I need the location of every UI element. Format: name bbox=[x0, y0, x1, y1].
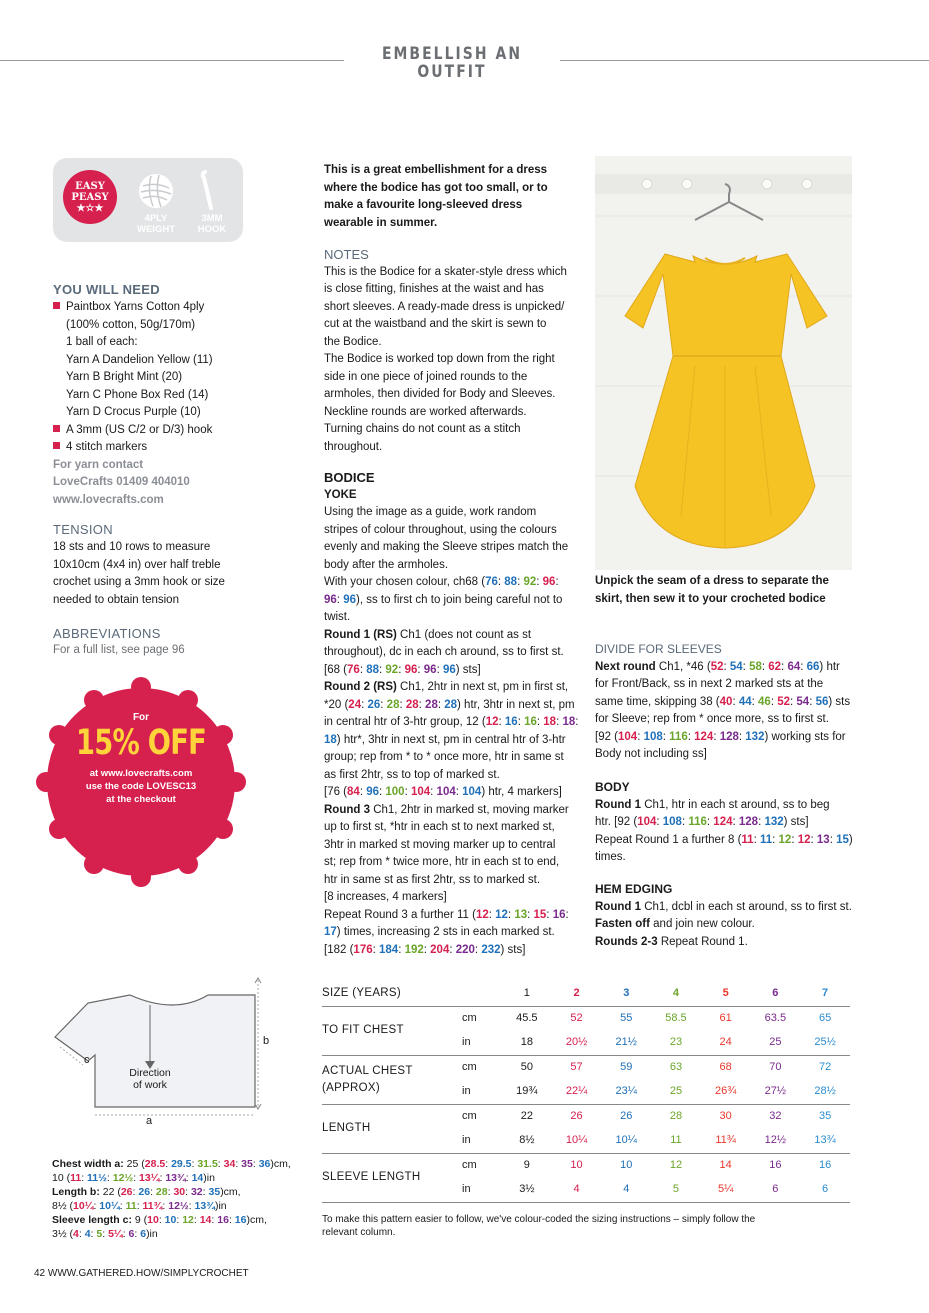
notes-section: NOTES This is the Bodice for a skater-style dress which is close fitting, finishes at the waist and has short sleeves. A ready-made dress is unpicked/ cut at the waistband and the skirt is sewn to the Bodice. The Bodice is worked top down from the right side in one piece of joined rounds to the armholes, then divided for Body and Sleeves. Neckline rounds are worked afterwards. Turning chains do not count as a stitch throughout. bbox=[324, 246, 586, 456]
easy-peasy-badge: EASY PEASY ★☆★ bbox=[63, 170, 117, 224]
header-rule-left bbox=[0, 60, 344, 61]
tension-text: 18 sts and 10 rows to measure 10x10cm (4x4 in) over half treble crochet using a 3mm hook or size needed to obtain tension bbox=[53, 541, 225, 606]
yarn-ball-icon bbox=[137, 172, 175, 210]
table-row: TO FIT CHEST cm 45.5 52 55 58.5 61 63.5 65 bbox=[322, 1007, 850, 1032]
measurements-list: Chest width a: 25 (28.5: 29.5: 31.5: 34: 35: 36)cm, 10 (11: 11½: 12½: 13¼: 13¾: 14)in Length b: 22 (26: 26: 28: 30: 32: 35)cm, 8½ (10¼: 10¼: 11: 11¾: 12½: 13¾)in Sleeve length c: 9 (10: 10: 12: 14: 16: 16)cm, 3½ (4: 4: 5: 5¼: 6: 6)in bbox=[52, 1158, 291, 1240]
bodice-heading: BODICE bbox=[324, 470, 375, 485]
table-row: in 8½ 10¼ 10¼ 11 11¾ 12½ 13¾ bbox=[462, 1134, 836, 1147]
size-table bbox=[322, 982, 850, 1203]
hook-label: 3MM HOOK bbox=[197, 213, 227, 235]
table-row: SLEEVE LENGTH cm 9 10 10 12 14 16 16 bbox=[322, 1154, 850, 1179]
photo-caption: Unpick the seam of a dress to separate the skirt, then sew it to your crocheted bodice bbox=[595, 575, 829, 605]
table-note: To make this pattern easier to follow, we've colour-coded the sizing instructions – simply follow the relevant column. bbox=[322, 1214, 756, 1238]
table-row: ACTUAL CHEST (APPROX) cm 50 57 59 63 68 70 72 bbox=[322, 1056, 850, 1081]
discount-offer-badge[interactable]: For 15% OFF at www.lovecrafts.com use the code LOVESC13 at the checkout bbox=[36, 677, 246, 887]
tension-heading: TENSION bbox=[53, 522, 113, 537]
footer-url[interactable]: WWW.GATHERED.HOW/SIMPLYCROCHET bbox=[47, 1268, 249, 1279]
dim-a-label: a bbox=[146, 1115, 153, 1127]
page-footer bbox=[34, 1265, 249, 1283]
intro-text: This is a great embellishment for a dress where the bodice has got too small, or to make a favourite long-sleeved dress wearable in summer. bbox=[324, 164, 548, 229]
table-header-row: SIZE (YEARS) 1 2 3 4 5 6 7 bbox=[322, 987, 829, 1000]
crochet-hook-icon bbox=[197, 170, 221, 210]
bodice-instructions: BODICE YOKE Using the image as a guide, work random stripes of colour throughout, using the colours evenly and making the Sleeve stripes match the body after the armholes. With your chosen colour, ch68 (76: 88: 92: 96: 96: 96), ss to first ch to join being careful not to twist. Round 1 (RS) Ch1 (does not count as st throughout), dc in each ch around, ss to first st. [68 (76: 88: 92: 96: 96: 96) sts] Round 2 (RS) Ch1, 2htr in next st, pm in first st, *20 (24: 26: 28: 28: 28: 28) htr, 3htr in next st, pm in central htr of 3-htr group, 12 (12: 16: 16: 18: 18: 18) htr*, 3htr in next st, pm in central htr of 3-htr group; rep from * to * once more, htr in same st as first 2htr, ss to top of marked st. [76 (84: 96: 100: 104: 104: 104) htr, 4 markers] Round 3 Ch1, 2htr in marked st, moving marker up to first st, *htr in each st to next marked st, 3htr in marked st moving marker up to central st; rep from * twice more, htr in each st to end, htr in same st as first 2htr, ss to marked st. [8 increases, 4 markers] Repeat Round 3 a further 11 (12: 12: 13: 15: 16: 17) times, increasing 2 sts in each marked st. [182 (176: 184: 192: 204: 220: 232) sts] bbox=[324, 469, 586, 959]
body-heading: BODY bbox=[595, 780, 630, 794]
materials-list: Paintbox Yarns Cotton 4ply (100% cotton, 50g/170m) 1 ball of each: Yarn A Dandelion Yellow (11) Yarn B Bright Mint (20) Yarn C Phone Box Red (14) Yarn D Crocus Purple (10) A 3mm (US C/2 or D/3) hook 4 stitch markers For yarn contact LoveCrafts 01409 404010 www.lovecrafts.com bbox=[53, 299, 283, 509]
divide-heading: DIVIDE FOR SLEEVES bbox=[595, 642, 722, 656]
divide-sleeves-section: DIVIDE FOR SLEEVES Next round Ch1, *46 (52: 54: 58: 62: 64: 66) htr for Front/Back, ss in next 2 marked sts at the same time, skipping 38 (40: 44: 46: 52: 54: 56) sts for Sleeve; rep from * once more, ss to first st. [92 (104: 108: 116: 124: 128: 132) working sts for Body not including ss] bbox=[595, 641, 857, 764]
notes-heading: NOTES bbox=[324, 247, 369, 262]
hem-section: HEM EDGING Round 1 Ch1, dcbl in each st around, ss to first st. Fasten off and join new colour. Rounds 2-3 Repeat Round 1. bbox=[595, 881, 857, 951]
table-row: LENGTH cm 22 26 26 28 30 32 35 bbox=[322, 1105, 850, 1130]
dim-b-label: b bbox=[263, 1035, 270, 1047]
table-row: in 19¾ 22¼ 23¼ 25 26¾ 27½ 28½ bbox=[462, 1085, 836, 1098]
page-section-title: EMBELLISH AN OUTFIT bbox=[381, 44, 523, 82]
abbreviations-heading: ABBREVIATIONS bbox=[53, 626, 161, 641]
header-rule-right bbox=[560, 60, 929, 61]
page-number: 42 bbox=[34, 1268, 46, 1279]
dim-c-label: c bbox=[84, 1054, 90, 1066]
lovecrafts-link[interactable]: www.lovecrafts.com bbox=[53, 493, 164, 506]
table-row: in 3½ 4 4 5 5¼ 6 6 bbox=[322, 1178, 850, 1203]
table-row: in 18 20½ 21½ 23 24 25 25½ bbox=[462, 1036, 836, 1049]
hem-heading: HEM EDGING bbox=[595, 882, 673, 896]
yoke-heading: YOKE bbox=[324, 488, 357, 501]
abbreviations-text: For a full list, see page 96 bbox=[53, 644, 185, 656]
body-section: BODY Round 1 Ch1, htr in each st around, ss to beg htr. [92 (104: 108: 116: 124: 128: 132) sts] Repeat Round 1 a further 8 (11: 11: 12: 12: 13: 15) times. bbox=[595, 779, 857, 867]
direction-of-work-label: Direction of work bbox=[129, 1067, 171, 1091]
weight-label: 4PLY WEIGHT bbox=[137, 213, 175, 235]
you-will-need-heading: YOU WILL NEED bbox=[53, 282, 160, 297]
yellow-dress-photo bbox=[595, 156, 852, 570]
